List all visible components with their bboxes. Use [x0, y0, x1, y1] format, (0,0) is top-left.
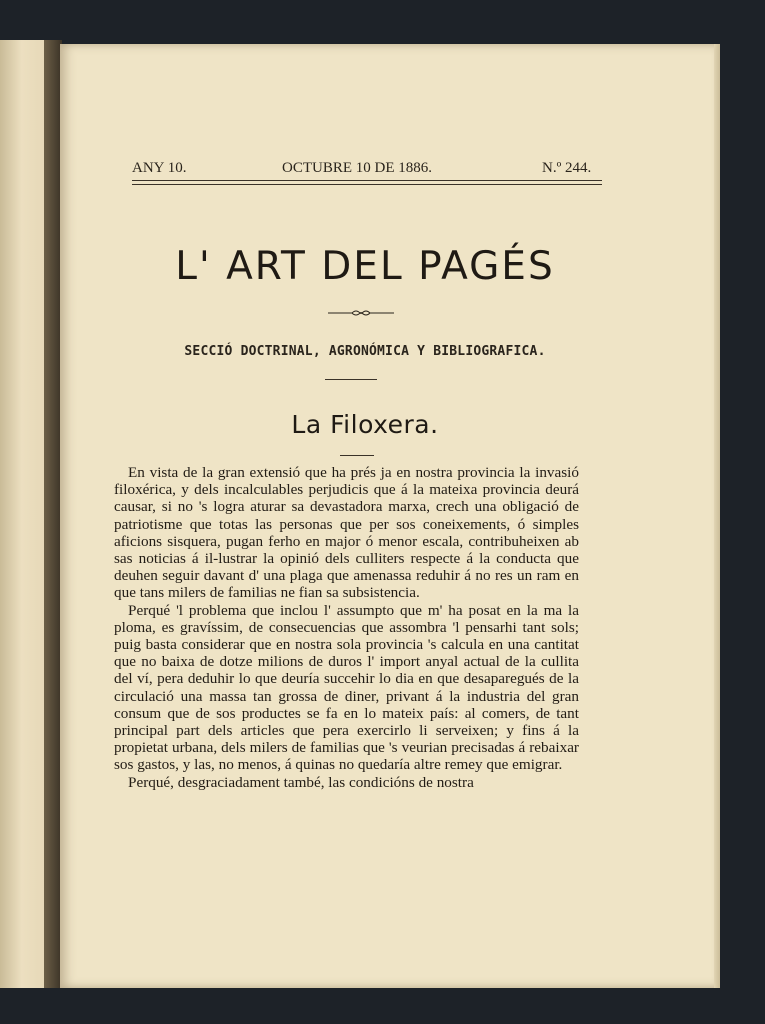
issue-volume: ANY 10.: [132, 160, 187, 176]
journal-page: [60, 44, 720, 988]
header-rule-double: [132, 184, 602, 185]
section-heading: SECCIÓ DOCTRINAL, AGRONÓMICA Y BIBLIOGRAFICA.: [184, 344, 546, 359]
issue-header: [132, 160, 600, 182]
article-body: [114, 464, 579, 791]
page-edge: [714, 44, 720, 988]
article-paragraph: En vista de la gran extensió que ha prés ja en nostra provincia la invasió filoxérica, y dels incalculables perjudicis que á la mateixa provincia deurá causar, si no 's logra aturar sa devastadora marxa, crech una obligació de patriotisme que totas las personas que per sos coneixements, ó simples aficions sisquera, pugan ferho en major ó menor escala, contribuheixen ab sas noticias á il-lustrar la opinió dels culliters respecte á la conducta que deuhen seguir davant d' una plaga que amenassa reduhir á no res un ram en que tans milers de familias ne fian sa subsistencia.: [114, 464, 579, 602]
section-rule: [325, 379, 377, 380]
header-rule: [132, 180, 602, 181]
ornament-divider-icon: [328, 309, 394, 317]
journal-masthead: L' ART DEL PAGÉS: [175, 244, 555, 289]
article-paragraph: Perqué, desgraciadament també, las condicións de nostra: [128, 773, 474, 791]
issue-date: OCTUBRE 10 DE 1886.: [282, 160, 432, 176]
article-title: La Filoxera.: [291, 410, 439, 439]
issue-number: N.º 244.: [542, 160, 592, 176]
article-paragraph: Perqué 'l problema que inclou l' assumpto que m' ha posat en la ma la ploma, es gravíssim, de consecuencias que assombra 'l pensarhi tant sols; puig basta considerar que en nostra sola provincia 's calcula en una cantitat que no baixa de dotze milions de duros l' import anyal actual de la cullita del ví, pera deduhir lo que deuría succehir lo dia en que desaparegués de la circulació una massa tan grossa de diner, privant á la industria del gran consum que de sos productes se fa en lo mateix país: al comers, de tant principal part dels articles que pera exercirlo li serveixen; y fins á la propietat urbana, dels milers de familias que 's veurian precisadas á rebaixar sos gastos, y las, no menos, á quinas no quedaría altre remey que emigrar.: [114, 601, 579, 774]
title-rule: [340, 455, 374, 456]
